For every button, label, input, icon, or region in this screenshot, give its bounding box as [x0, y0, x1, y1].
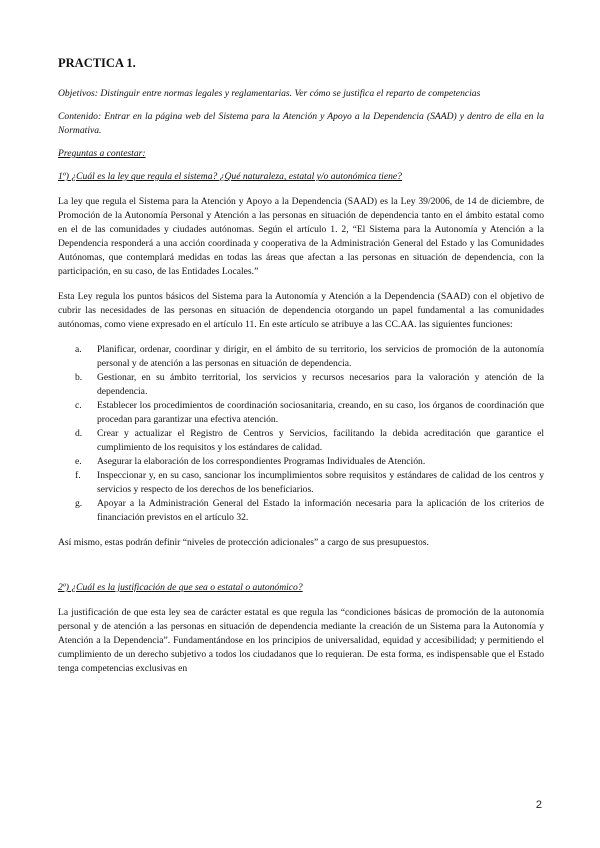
list-marker: b. — [75, 372, 83, 383]
list-item — [58, 469, 544, 497]
list-item — [58, 399, 544, 427]
list-item — [58, 455, 544, 469]
questions-heading: Preguntas a contestar: — [58, 148, 146, 159]
list-item-text: Planificar, ordenar, coordinar y dirigir, en el ámbito de su territorio, los servicios de promoción de la autonomía personal y de atención a las personas en situación de dependencia. — [97, 344, 544, 369]
list-item — [58, 497, 544, 525]
list-item — [58, 371, 544, 399]
list-marker: g. — [75, 498, 83, 509]
objectives-text: Objetivos: Distinguir entre normas legales y reglamentarias. Ver cómo se justifica el reparto de competencias — [58, 88, 481, 99]
list-marker: d. — [75, 428, 83, 439]
list-item-text: Gestionar, en su ámbito territorial, los servicios y recursos necesarios para la valoración y atención de la dependencia. — [97, 372, 544, 397]
list-item-text: Establecer los procedimientos de coordinación sociosanitaria, creando, en su caso, los órganos de coordinación que procedan para garantizar una efectiva atención. — [97, 400, 544, 425]
list-item — [58, 343, 544, 371]
list-item-text: Crear y actualizar el Registro de Centros y Servicios, facilitando la debida acreditación que garantice el cumplimiento de los requisitos y los estándares de calidad. — [97, 428, 544, 453]
list-item — [58, 427, 544, 455]
answer-1-paragraph-3: Así mismo, estas podrán definir “niveles de protección adicionales” a cargo de sus presupuestos. — [58, 537, 429, 548]
page-number: 2 — [535, 799, 542, 811]
functions-list — [58, 343, 544, 525]
content-text: Contenido: Entrar en la página web del Sistema para la Atención y Apoyo a la Dependencia (SAAD) y dentro de ella en la Normativa. — [58, 111, 544, 136]
list-item-text: Apoyar a la Administración General del Estado la información necesaria para la aplicación de los criterios de financiación previstos en el artículo 32. — [97, 498, 544, 523]
answer-2-paragraph-1: La justificación de que esta ley sea de carácter estatal es que regula las “condiciones básicas de promoción de la autonomía personal y de atención a las personas en situación de dependencia mediante la creación de un Sistema para la Autonomía y Atención a la Dependencia”. Fundamentándose en los principios de universalidad, equidad y accesibilidad; y permitiendo el cumplimiento de un derecho subjetivo a todos los ciudadanos que lo requieran. De esta forma, es indispensable que el Estado tenga competencias exclusivas en — [58, 607, 544, 674]
list-marker: a. — [75, 344, 82, 355]
question-2: 2º) ¿Cuál es la justificación de que sea o estatal o autonómico? — [58, 582, 303, 593]
document-page — [58, 56, 544, 687]
answer-1-paragraph-1: La ley que regula el Sistema para la Atención y Apoyo a la Dependencia (SAAD) es la Ley 39/2006, de 14 de diciembre, de Promoción de la Autonomía Personal y Atención a las personas en situación de dependencia tanto en el ámbito estatal como en el de las comunidades y ciudades autónomas. Según el artículo 1. 2, “El Sistema para la Autonomía y Atención a la Dependencia responderá a una acción coordinada y cooperativa de la Administración General del Estado y las Comunidades Autónomas, que contemplará medidas en todas las áreas que afectan a las personas en situación de dependencia, con la participación, en su caso, de las Entidades Locales.” — [58, 196, 544, 277]
document-title: PRACTICA 1. — [58, 56, 136, 70]
list-item-text: Inspeccionar y, en su caso, sancionar los incumplimientos sobre requisitos y estándares de calidad de los centros y servicios y respecto de los derechos de los beneficiarios. — [97, 470, 544, 495]
list-item-text: Asegurar la elaboración de los correspondientes Programas Individuales de Atención. — [97, 456, 426, 467]
list-marker: f. — [75, 470, 81, 481]
answer-1-paragraph-2: Esta Ley regula los puntos básicos del Sistema para la Autonomía y Atención a la Dependencia (SAAD) con el objetivo de cubrir las necesidades de las personas en situación de dependencia otorgando un papel fundamental a las comunidades autónomas, como viene expresado en el artículo 11. En este artículo se atribuye a las CC.AA. las siguientes funciones: — [58, 291, 544, 330]
question-1: 1º) ¿Cuál es la ley que regula el sistema? ¿Qué naturaleza, estatal y/o autonómica tiene? — [58, 171, 402, 182]
list-marker: e. — [75, 456, 82, 467]
list-marker: c. — [75, 400, 82, 411]
